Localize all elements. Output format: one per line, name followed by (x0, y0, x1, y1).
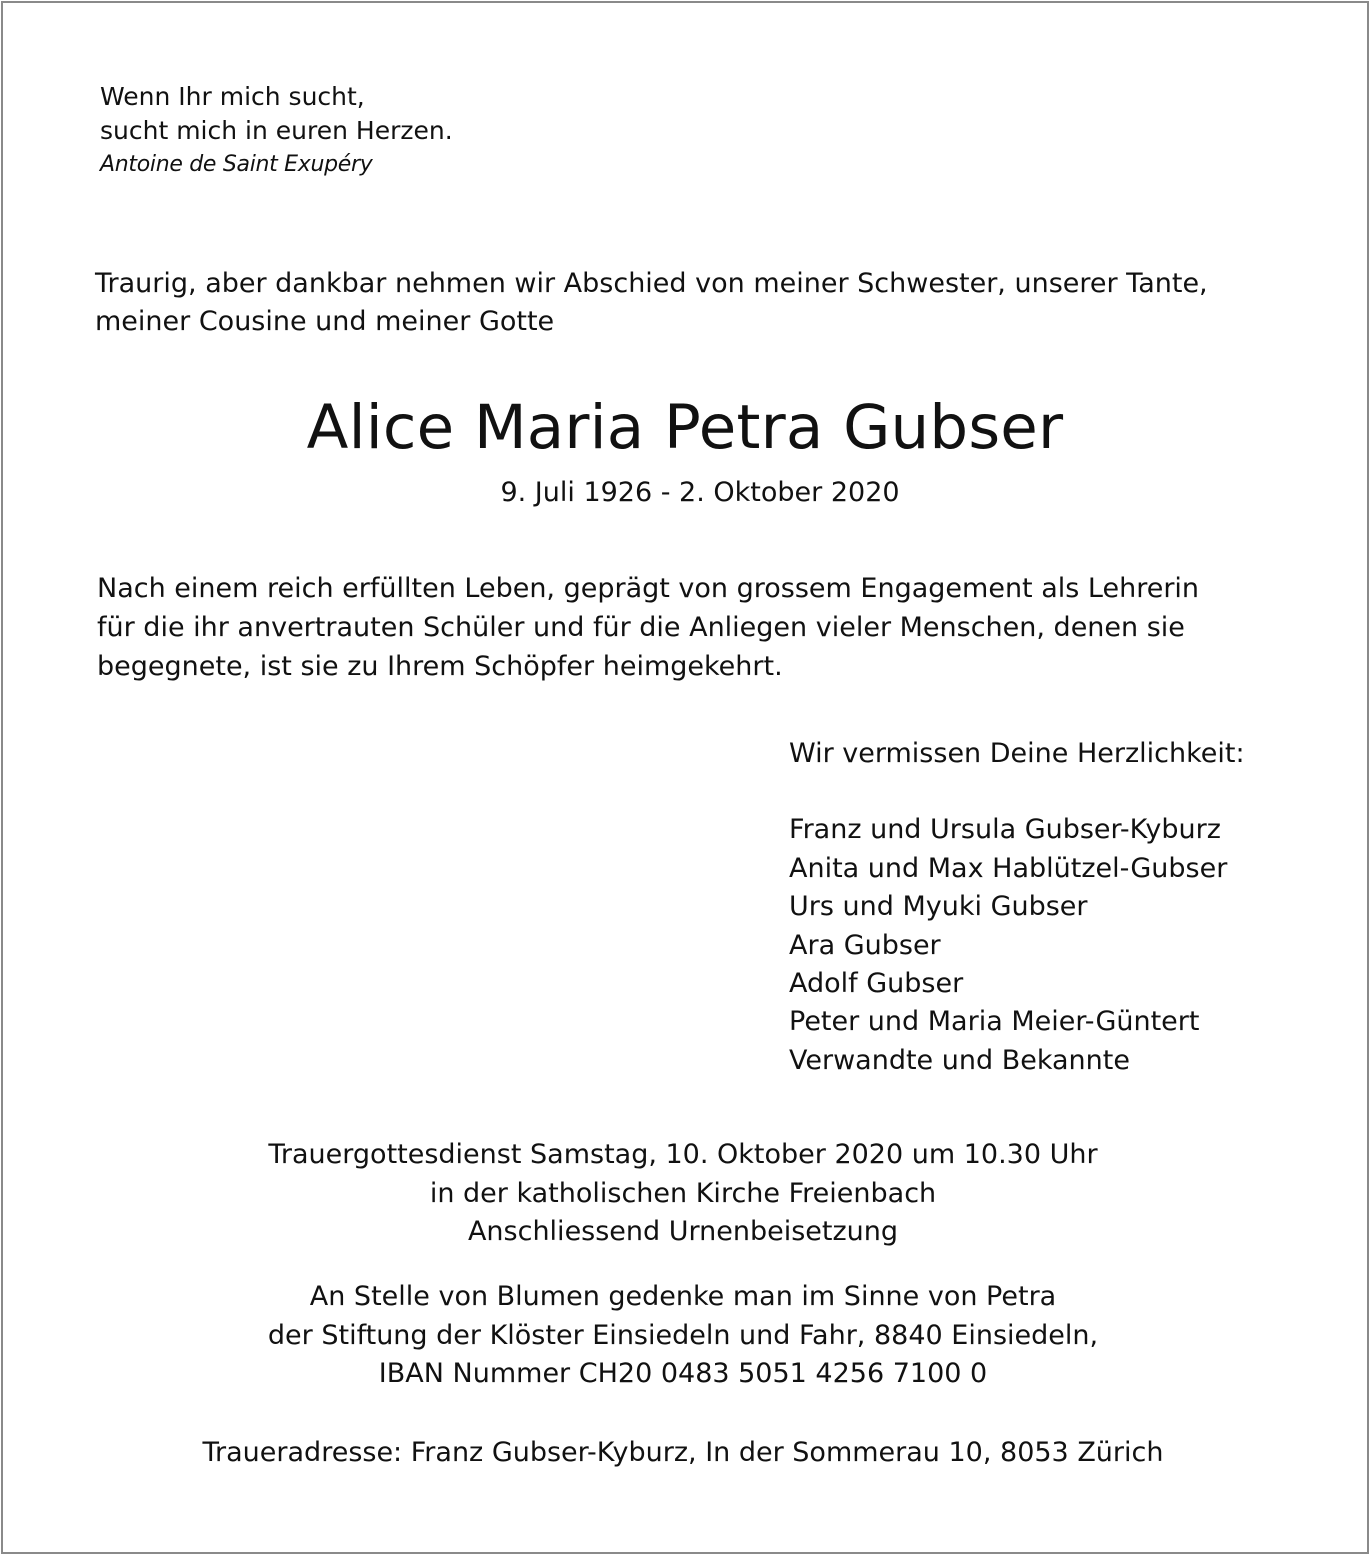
life-dates: 9. Juli 1926 - 2. Oktober 2020 (500, 477, 900, 508)
mourner-name: Peter und Maria Meier-Güntert (789, 1006, 1200, 1038)
mourning-address: Traueradresse: Franz Gubser-Kyburz, In der Sommerau 10, 8053 Zürich (202, 1437, 1164, 1468)
intro-line-2: meiner Cousine und meiner Gotte (95, 306, 555, 337)
service-line-1: Trauergottesdienst Samstag, 10. Oktober 2020 um 10.30 Uhr (268, 1139, 1098, 1170)
quote-author: Antoine de Saint Exupéry (100, 152, 373, 177)
donation-line-1: An Stelle von Blumen gedenke man im Sinne von Petra (309, 1281, 1057, 1312)
mourner-name: Urs und Myuki Gubser (789, 891, 1088, 923)
service-line-2: in der katholischen Kirche Freienbach (429, 1177, 937, 1209)
mourner-name: Franz und Ursula Gubser-Kyburz (789, 814, 1221, 846)
tribute-line-3: begegnete, ist sie zu Ihrem Schöpfer heimgekehrt. (97, 651, 783, 682)
service-info (0, 1136, 1366, 1252)
donation-line-2: der Stiftung der Klöster Einsiedeln und Fahr, 8840 Einsiedeln, (267, 1319, 1099, 1351)
service-line-3: Anschliessend Urnenbeisetzung (467, 1216, 899, 1247)
donation-line-3: IBAN Nummer CH20 0483 5051 4256 7100 0 (378, 1358, 988, 1389)
quote-line-1: Wenn Ihr mich sucht, (100, 82, 365, 111)
deceased-name: Alice Maria Petra Gubser (306, 392, 1064, 463)
tribute-text (97, 569, 1199, 686)
donation-info (0, 1278, 1366, 1394)
tribute-line-1: Nach einem reich erfüllten Leben, geprägt von grossem Engagement als Lehrerin (97, 573, 1200, 604)
mourners-block (789, 735, 1245, 1080)
mourner-name: Ara Gubser (789, 929, 941, 961)
mourner-name: Adolf Gubser (789, 968, 964, 1000)
intro-line-1: Traurig, aber dankbar nehmen wir Abschied von meiner Schwester, unserer Tante, (95, 268, 1208, 299)
mourner-name: Verwandte und Bekannte (789, 1044, 1130, 1076)
intro-text (95, 265, 1208, 341)
mourner-name: Anita und Max Hablützel-Gubser (789, 852, 1228, 884)
quote-line-2: sucht mich in euren Herzen. (100, 116, 453, 145)
quote-block (100, 80, 453, 182)
mourners-heading: Wir vermissen Deine Herzlichkeit: (789, 738, 1245, 769)
tribute-line-2: für die ihr anvertrauten Schüler und für die Anliegen vieler Menschen, denen sie (97, 612, 1185, 643)
